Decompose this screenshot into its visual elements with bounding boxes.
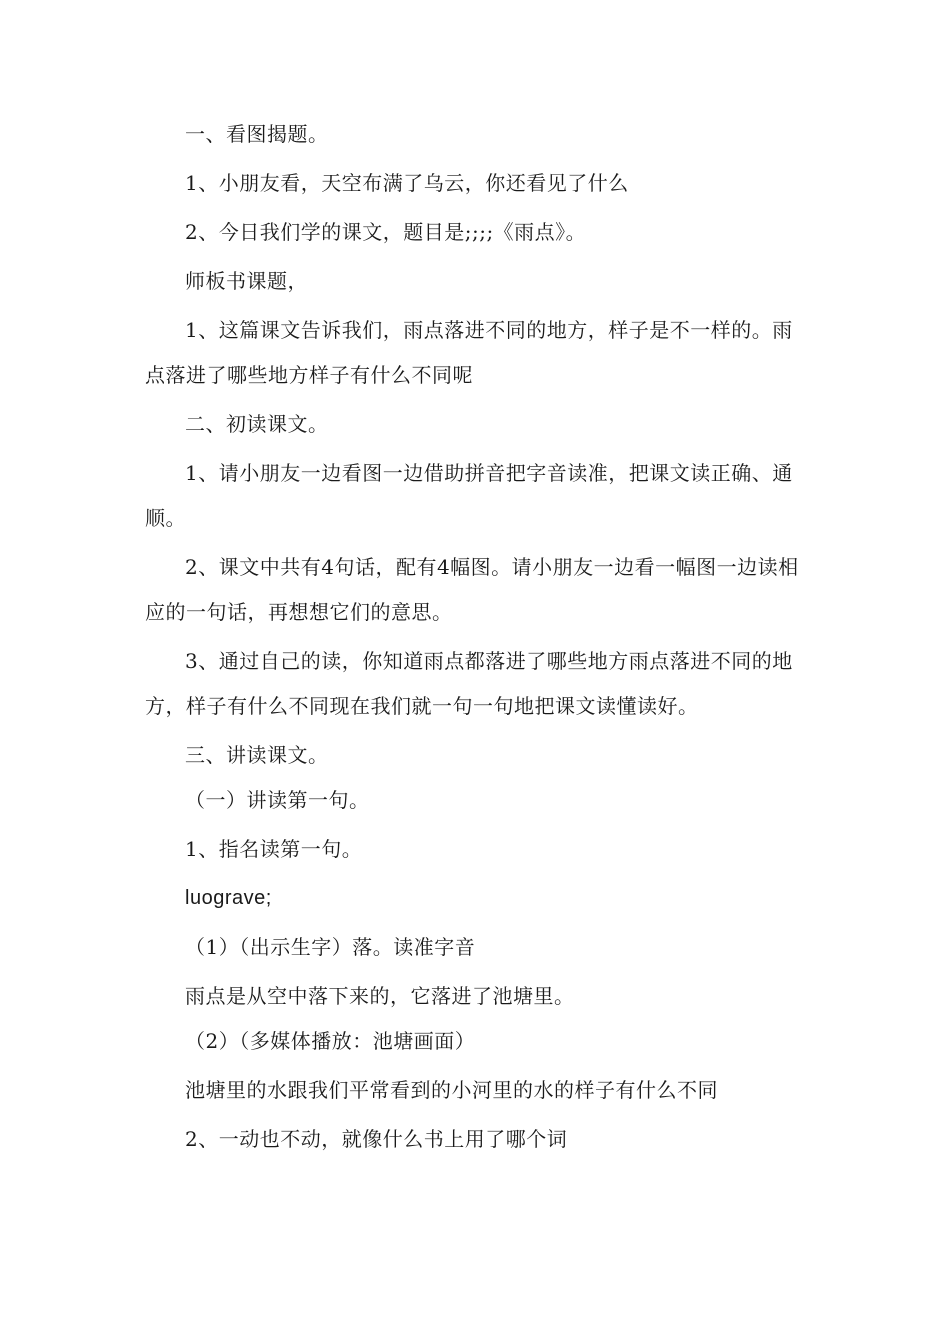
- paragraph-section-heading-1: 一、看图揭题。: [185, 122, 329, 146]
- paragraph: 3、通过自己的读，你知道雨点都落进了哪些地方雨点落进不同的地方，样子有什么不同现在我们就一句一句地把课文读懂读好。: [145, 649, 793, 718]
- paragraph: 1、这篇课文告诉我们，雨点落进不同的地方，样子是不一样的。雨点落进了哪些地方样子有什么不同呢: [145, 318, 793, 387]
- paragraph-section-heading-3: 三、讲读课文。: [185, 743, 329, 767]
- document-body: [145, 112, 807, 1162]
- paragraph: 雨点是从空中落下来的，它落进了池塘里。: [185, 984, 575, 1008]
- paragraph: （2）（多媒体播放：池塘画面）: [185, 1029, 476, 1053]
- paragraph: 1、请小朋友一边看图一边借助拼音把字音读准，把课文读正确、通顺。: [145, 461, 793, 530]
- paragraph: 师板书课题，: [185, 269, 308, 293]
- paragraph: （1）（出示生字）落。读准字音: [185, 935, 476, 959]
- paragraph: 2、课文中共有4句话，配有4幅图。请小朋友一边看一幅图一边读相应的一句话，再想想它们的意思。: [145, 555, 799, 624]
- paragraph: 2、今日我们学的课文，题目是;;;;《雨点》。: [185, 220, 587, 244]
- paragraph-section-heading-2: 二、初读课文。: [185, 412, 329, 436]
- paragraph-subheading: （一）讲读第一句。: [185, 788, 370, 812]
- paragraph: 1、指名读第一句。: [185, 837, 363, 861]
- paragraph: 2、一动也不动，就像什么书上用了哪个词: [185, 1127, 568, 1151]
- paragraph: 1、小朋友看，天空布满了乌云，你还看见了什么: [185, 171, 629, 195]
- paragraph: luograve;: [185, 887, 272, 909]
- paragraph: 池塘里的水跟我们平常看到的小河里的水的样子有什么不同: [185, 1078, 718, 1102]
